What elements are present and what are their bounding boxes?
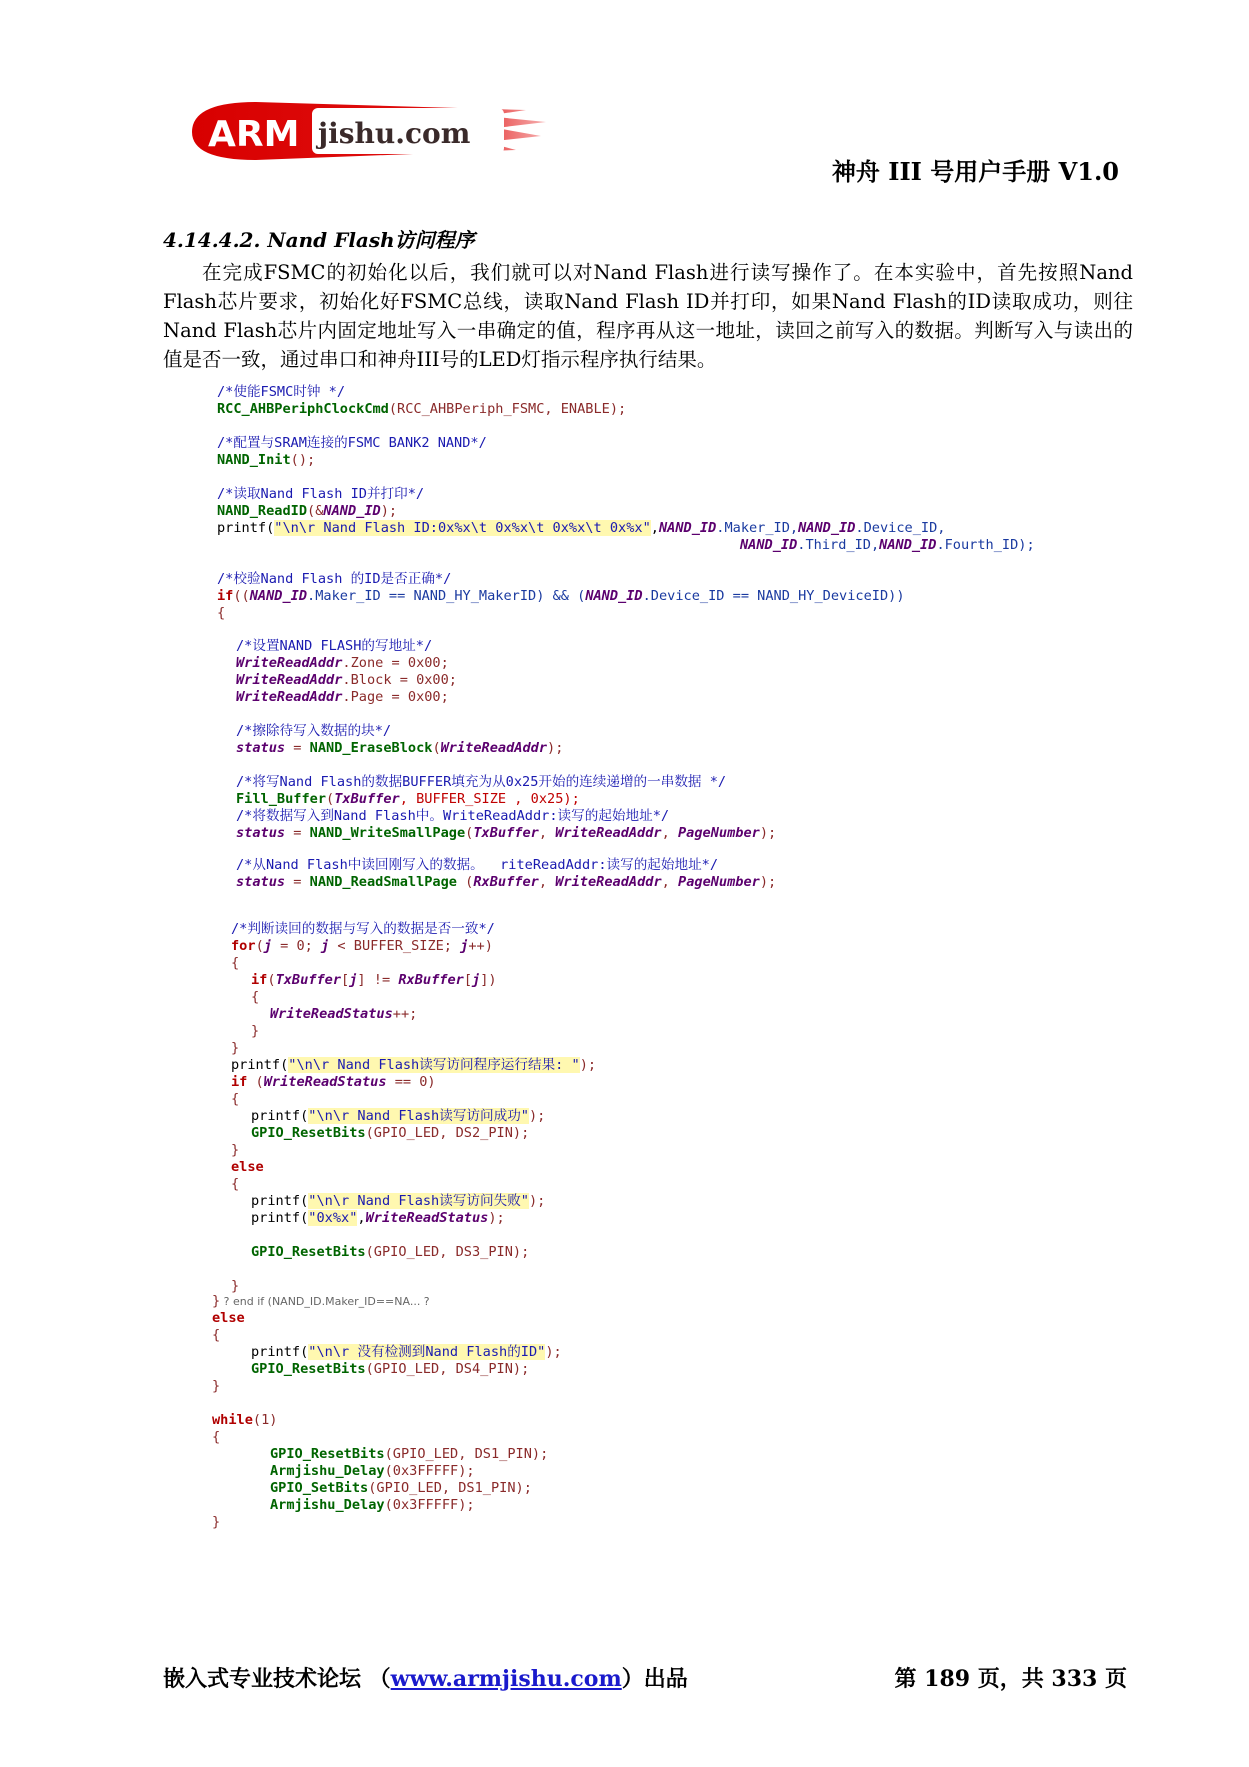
- code-token: [: [341, 972, 350, 988]
- code-token: .Third_ID,: [797, 537, 880, 553]
- footer-produced-text: ）出品: [621, 1666, 688, 1692]
- code-line: [217, 384, 345, 401]
- code-line: [251, 1023, 259, 1040]
- code-token: (GPIO_LED, DS4_PIN);: [365, 1361, 530, 1377]
- code-token: .Block = 0x00;: [342, 672, 457, 688]
- code-token: );: [759, 825, 777, 841]
- code-token: =: [285, 874, 310, 890]
- code-token: WriteReadStatus: [263, 1074, 387, 1090]
- code-line: [217, 588, 905, 605]
- code-line: [212, 1514, 220, 1531]
- code-token: (: [326, 791, 335, 807]
- code-token: {: [231, 1176, 240, 1192]
- code-token: WriteReadAddr: [555, 825, 662, 841]
- footer-forum-text: 嵌入式专业技术论坛 （: [163, 1666, 391, 1692]
- code-line: [217, 520, 945, 537]
- code-token: (: [267, 972, 276, 988]
- code-token: TxBuffer: [275, 972, 342, 988]
- code-token: );: [547, 740, 564, 756]
- code-token: [: [463, 972, 473, 988]
- code-token: = 0;: [271, 938, 322, 954]
- code-token: {: [231, 955, 240, 971]
- code-token: (0x3FFFFF);: [384, 1497, 475, 1513]
- code-token: "\n\r Nand Flash读写访问失败": [308, 1193, 529, 1209]
- code-token: WriteReadStatus: [365, 1210, 489, 1226]
- code-token: .Maker_ID,: [716, 520, 799, 536]
- code-token: /*判断读回的数据与写入的数据是否一致*/: [231, 921, 495, 937]
- code-line: [251, 989, 259, 1006]
- armjishu-logo: [186, 94, 556, 170]
- code-token: (GPIO_LED, DS1_PIN);: [368, 1480, 532, 1496]
- code-line: [217, 401, 626, 418]
- code-line: [236, 638, 432, 655]
- code-token: (: [465, 825, 474, 841]
- code-line: [251, 1108, 545, 1125]
- code-line: [217, 503, 397, 520]
- code-token: NAND_ReadSmallPage: [309, 874, 457, 890]
- code-token: if: [231, 1074, 248, 1090]
- code-token: {: [251, 989, 260, 1005]
- code-line: [251, 1244, 529, 1261]
- code-token: );: [380, 503, 398, 519]
- code-line: [251, 972, 497, 989]
- code-line: [251, 1210, 505, 1227]
- code-token: (GPIO_LED, DS2_PIN);: [365, 1125, 530, 1141]
- code-token: GPIO_ResetBits: [251, 1125, 366, 1141]
- code-token: NAND_ID: [249, 588, 308, 604]
- code-token: TxBuffer: [473, 825, 539, 841]
- code-token: ? end if (NAND_ID.Maker_ID==NA... ?: [220, 1295, 430, 1308]
- code-token: GPIO_ResetBits: [251, 1244, 366, 1260]
- code-token: .Page = 0x00;: [342, 689, 449, 705]
- code-token: }: [212, 1514, 221, 1530]
- code-token: );: [529, 1108, 546, 1124]
- code-token: WriteReadAddr: [236, 672, 343, 688]
- code-token: ,: [538, 874, 556, 890]
- intro-paragraph: [163, 258, 1133, 374]
- page-number: 第 189 页，共 333 页: [894, 1666, 1127, 1692]
- code-line: [270, 1497, 475, 1514]
- section-heading: 4.14.4.2. Nand Flash访问程序: [163, 228, 475, 252]
- code-token: }: [231, 1278, 240, 1294]
- code-token: printf(: [231, 1057, 289, 1073]
- code-token: /*将数据写入到Nand Flash中。WriteReadAddr:读写的起始地址*/: [236, 808, 670, 824]
- code-token: .Zone = 0x00;: [342, 655, 449, 671]
- code-line: [740, 537, 1035, 554]
- code-token: {: [231, 1091, 240, 1107]
- code-token: /*校验Nand Flash 的ID是否正确*/: [217, 571, 452, 587]
- code-token: NAND_ReadID: [217, 503, 308, 519]
- code-token: {: [217, 605, 226, 621]
- code-token: TxBuffer: [334, 791, 400, 807]
- code-token: ,: [650, 520, 659, 536]
- code-token: status: [236, 825, 286, 841]
- code-token: ();: [290, 452, 316, 468]
- code-token: j: [321, 938, 330, 954]
- code-token: printf(: [251, 1344, 309, 1360]
- footer-left: [163, 1662, 688, 1693]
- code-token: NAND_EraseBlock: [309, 740, 433, 756]
- code-token: /*读取Nand Flash ID并打印*/: [217, 486, 425, 502]
- code-token: /*配置与SRAM连接的FSMC BANK2 NAND*/: [217, 435, 487, 451]
- code-token: (: [432, 740, 441, 756]
- code-line: [217, 452, 315, 469]
- code-line: [236, 689, 449, 706]
- code-token: (: [247, 1074, 264, 1090]
- code-token: RCC_AHBPeriphClockCmd: [217, 401, 389, 417]
- logo-text-jishu: jishu.com: [318, 117, 471, 150]
- code-token: ((: [233, 588, 250, 604]
- code-line: [251, 1125, 529, 1142]
- code-token: ,: [661, 874, 679, 890]
- code-token: printf(: [251, 1193, 309, 1209]
- code-token: (: [457, 874, 474, 890]
- code-line: [231, 921, 495, 938]
- code-token: );: [488, 1210, 505, 1226]
- code-token: "\n\r Nand Flash读写访问程序运行结果: ": [288, 1057, 580, 1073]
- code-token: );: [579, 1057, 597, 1073]
- code-token: (GPIO_LED, DS1_PIN);: [384, 1446, 549, 1462]
- code-token: (0x3FFFFF);: [384, 1463, 475, 1479]
- code-line: [231, 1040, 239, 1057]
- code-token: ,: [661, 825, 678, 841]
- code-line: [251, 1193, 545, 1210]
- code-line: [236, 857, 718, 874]
- logo-text-arm: ARM: [208, 114, 300, 155]
- code-token: }: [212, 1378, 221, 1394]
- code-token: "\n\r Nand Flash读写访问成功": [308, 1108, 529, 1124]
- code-line: [270, 1480, 532, 1497]
- code-token: GPIO_ResetBits: [270, 1446, 385, 1462]
- code-line: [270, 1006, 417, 1023]
- code-token: else: [231, 1159, 264, 1175]
- code-token: for: [231, 938, 256, 954]
- code-token: .Device_ID,: [855, 520, 946, 536]
- code-line: [236, 808, 669, 825]
- code-token: {: [212, 1429, 221, 1445]
- code-line: [231, 1057, 596, 1074]
- code-line: [231, 1142, 239, 1159]
- code-token: (1): [252, 1412, 278, 1428]
- code-line: [236, 655, 449, 672]
- code-token: }: [231, 1040, 240, 1056]
- code-token: if: [251, 972, 268, 988]
- code-token: =: [285, 825, 310, 841]
- code-token: "0x%x": [308, 1210, 358, 1226]
- code-token: WriteReadAddr: [236, 689, 343, 705]
- code-token: "\n\r 没有检测到Nand Flash的ID": [308, 1344, 546, 1360]
- code-token: Armjishu_Delay: [270, 1497, 385, 1513]
- code-token: (: [255, 938, 264, 954]
- code-token: /*设置NAND FLASH的写地址*/: [236, 638, 433, 654]
- code-token: ++;: [392, 1006, 418, 1022]
- code-token: );: [545, 1344, 562, 1360]
- code-token: printf(: [217, 520, 275, 536]
- code-token: (RCC_AHBPeriph_FSMC, ENABLE);: [388, 401, 627, 417]
- code-token: /*从Nand Flash中读回刚写入的数据。 riteReadAddr:读写的起始地址*/: [236, 857, 719, 873]
- code-line: [231, 955, 239, 972]
- code-line: [236, 740, 563, 757]
- code-line: [251, 1361, 529, 1378]
- code-line: [212, 1310, 245, 1327]
- code-line: [236, 874, 776, 891]
- code-line: [217, 571, 451, 588]
- code-token: WriteReadAddr: [440, 740, 548, 756]
- code-token: (&: [307, 503, 324, 519]
- code-line: [236, 723, 391, 740]
- code-token: Armjishu_Delay: [270, 1463, 385, 1479]
- code-line: [217, 605, 225, 622]
- code-token: j: [460, 938, 469, 954]
- code-token: .Maker_ID == NAND_HY_MakerID) && (: [307, 588, 586, 604]
- code-token: j: [263, 938, 272, 954]
- code-line: [212, 1412, 277, 1429]
- code-token: NAND_ID: [585, 588, 643, 604]
- code-token: j: [349, 972, 358, 988]
- code-line: [236, 672, 457, 689]
- code-line: [236, 774, 726, 791]
- code-token: );: [529, 1193, 546, 1209]
- code-token: "\n\r Nand Flash ID:0x%x\t 0x%x\t 0x%x\t 0x%x": [274, 520, 651, 536]
- code-token: );: [759, 874, 777, 890]
- code-line: [236, 791, 580, 808]
- code-token: =: [285, 740, 310, 756]
- code-token: .Fourth_ID);: [936, 537, 1035, 553]
- code-token: status: [236, 740, 286, 756]
- code-token: RxBuffer: [473, 874, 539, 890]
- code-token: , BUFFER_SIZE , 0x25);: [399, 791, 580, 807]
- code-line: [212, 1378, 220, 1395]
- code-token: NAND_ID: [658, 520, 717, 536]
- intro-text: 在完成FSMC的初始化以后，我们就可以对Nand Flash进行读写操作了。在本实验中，首先按照Nand Flash芯片要求，初始化好FSMC总线，读取Nand Flash ID并打印，如果Nand Flash的ID读取成功，则往Nand Flash芯片内固定地址写入一串确定的值，程序再从这一地址，读回之前写入的数据。判断写入与读出的值是否一致，通过串口和神舟III号的LED灯指示程序执行结果。: [163, 261, 1133, 371]
- code-token: (GPIO_LED, DS3_PIN);: [365, 1244, 530, 1260]
- code-line: [231, 1159, 264, 1176]
- code-token: printf(: [251, 1210, 309, 1226]
- code-token: NAND_ID: [798, 520, 856, 536]
- code-token: NAND_ID: [323, 503, 381, 519]
- code-token: }: [231, 1142, 240, 1158]
- code-token: status: [236, 874, 286, 890]
- code-token: RxBuffer: [398, 972, 464, 988]
- code-token: GPIO_ResetBits: [251, 1361, 366, 1377]
- document-title: 神舟 III 号用户手册 V1.0: [831, 157, 1119, 186]
- code-token: NAND_Init: [217, 452, 291, 468]
- code-token: NAND_ID: [740, 537, 798, 553]
- code-token: {: [212, 1327, 221, 1343]
- code-token: PageNumber: [678, 825, 760, 841]
- code-token: ++): [468, 938, 493, 954]
- code-token: if: [217, 588, 234, 604]
- code-line: [231, 938, 493, 955]
- code-line: [251, 1344, 562, 1361]
- code-line: [236, 825, 776, 842]
- code-token: NAND_ID: [879, 537, 937, 553]
- code-token: WriteReadAddr: [236, 655, 343, 671]
- code-token: PageNumber: [678, 874, 760, 890]
- code-token: WriteReadStatus: [270, 1006, 393, 1022]
- code-line: [231, 1091, 239, 1108]
- code-token: /*擦除待写入数据的块*/: [236, 723, 392, 739]
- code-token: ]): [480, 972, 497, 988]
- code-token: .Device_ID == NAND_HY_DeviceID)): [642, 588, 905, 604]
- code-token: }: [251, 1023, 260, 1039]
- code-token: ,: [357, 1210, 366, 1226]
- code-token: Fill_Buffer: [236, 791, 327, 807]
- code-token: else: [212, 1310, 245, 1326]
- code-token: == 0): [386, 1074, 436, 1090]
- code-line: [217, 486, 424, 503]
- code-token: < BUFFER_SIZE;: [329, 938, 461, 954]
- code-token: j: [472, 972, 481, 988]
- code-token: printf(: [251, 1108, 309, 1124]
- code-token: while: [212, 1412, 253, 1428]
- code-token: ,: [538, 825, 556, 841]
- code-token: /*将写Nand Flash的数据BUFFER填充为从0x25开始的连续递增的一串数据 */: [236, 774, 727, 790]
- code-line: [231, 1074, 436, 1091]
- code-token: NAND_WriteSmallPage: [309, 825, 466, 841]
- code-token: WriteReadAddr: [555, 874, 662, 890]
- code-line: [217, 435, 487, 452]
- code-line: [212, 1429, 220, 1446]
- code-token: GPIO_SetBits: [270, 1480, 369, 1496]
- code-token: }: [212, 1293, 221, 1309]
- code-line: [270, 1463, 475, 1480]
- code-line: [212, 1293, 430, 1310]
- code-token: ] !=: [357, 972, 399, 988]
- code-token: /*使能FSMC时钟 */: [217, 384, 346, 400]
- footer-link[interactable]: www.armjishu.com: [390, 1666, 622, 1692]
- code-line: [231, 1176, 239, 1193]
- code-line: [212, 1327, 220, 1344]
- code-line: [270, 1446, 548, 1463]
